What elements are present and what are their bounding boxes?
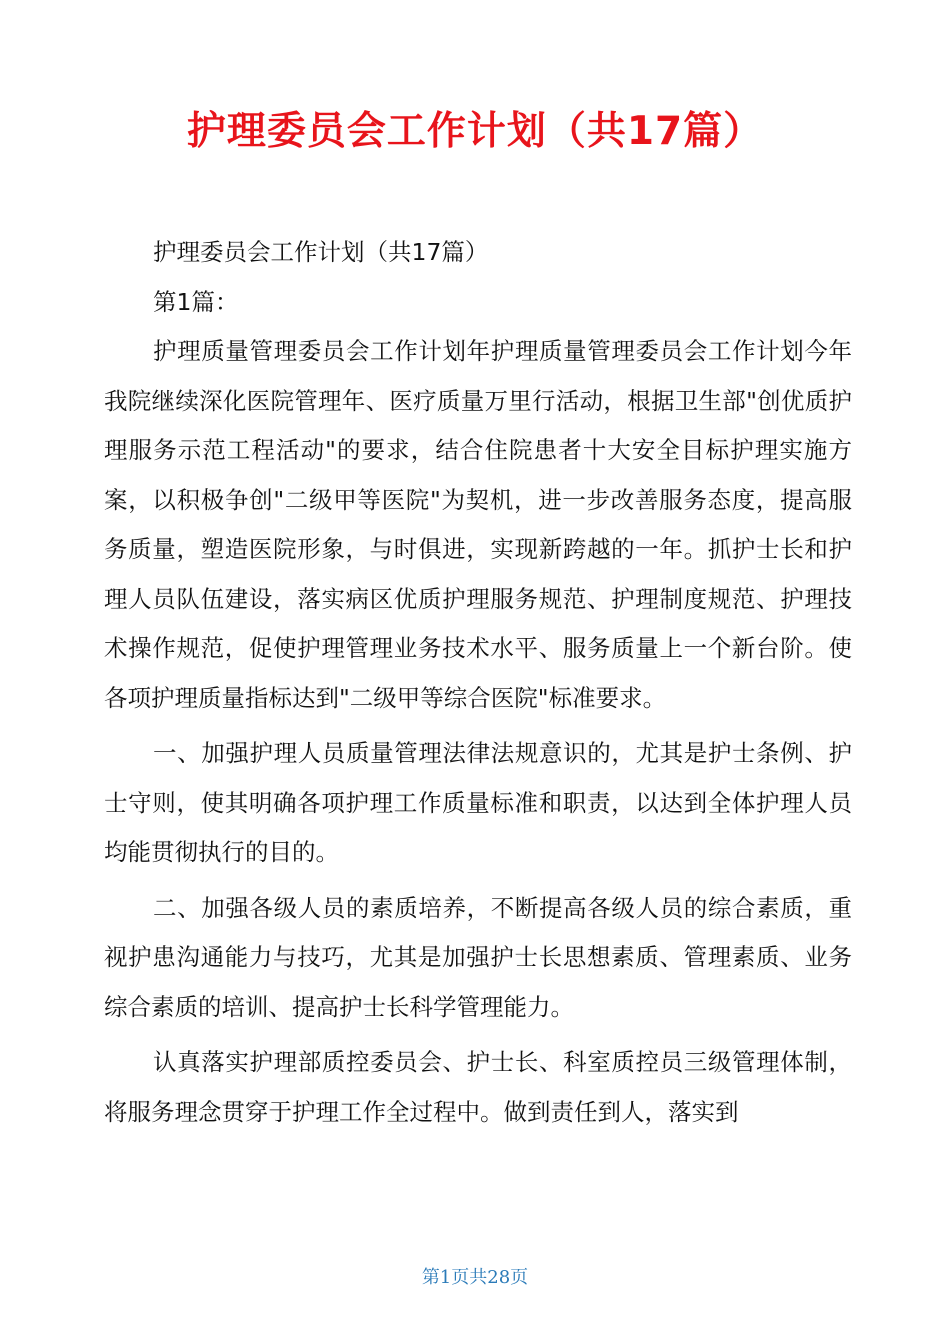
paragraph-item-1: 一、加强护理人员质量管理法律法规意识的，尤其是护士条例、护士守则，使其明确各项护理工作质量标准和职责，以达到全体护理人员均能贯彻执行的目的。	[104, 739, 852, 866]
paragraph-section-heading: 第1篇：	[153, 287, 239, 316]
page-number: 第1页共28页	[421, 1267, 529, 1288]
document-title: 护理委员会工作计划（共17篇）	[186, 109, 764, 154]
document-body	[104, 228, 852, 1137]
paragraph-item-2: 二、加强各级人员的素质培养，不断提高各级人员的综合素质，重视护患沟通能力与技巧，尤其是加强护士长思想素质、管理素质、业务综合素质的培训、提高护士长科学管理能力。	[104, 893, 852, 1021]
paragraph-management: 认真落实护理部质控委员会、护士长、科室质控员三级管理体制，将服务理念贯穿于护理工作全过程中。做到责任到人，落实到	[104, 1048, 852, 1126]
paragraph-intro: 护理质量管理委员会工作计划年护理质量管理委员会工作计划今年我院继续深化医院管理年、医疗质量万里行活动，根据卫生部"创优质护理服务示范工程活动"的要求，结合住院患者十大安全目标护理实施方案，以积极争创"二级甲等医院"为契机，进一步改善服务态度，提高服务质量，塑造医院形象，与时俱进，实现新跨越的一年。抓护士长和护理人员队伍建设，落实病区优质护理服务规范、护理制度规范、护理技术操作规范，促使护理管理业务技术水平、服务质量上一个新台阶。使各项护理质量指标达到"二级甲等综合医院"标准要求。	[104, 337, 852, 712]
paragraph-subtitle: 护理委员会工作计划（共17篇）	[153, 238, 489, 266]
